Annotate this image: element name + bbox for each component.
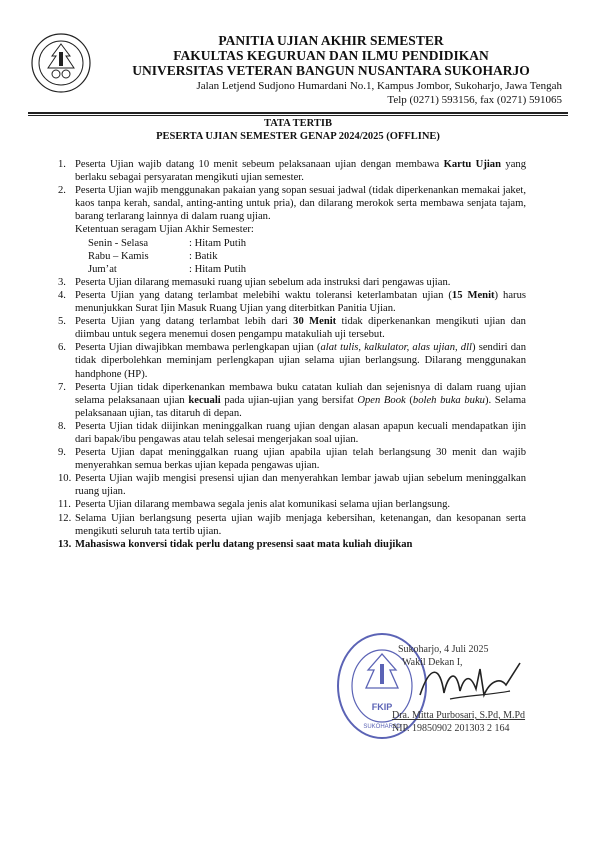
rule-text: Peserta Ujian tidak diijinkan meninggalkan ruang ujian dengan alasan apapun kecuali mendapatkan ijin dari bapak/ibu pengawas atau telah selesai mengerjakan soal ujian. bbox=[75, 420, 526, 445]
rule-number: 8. bbox=[58, 420, 66, 432]
rule-text: Peserta Ujian diwajibkan membawa perlengkapan ujian (alat tulis, kalkulator, alas ujian, dll) sendiri dan tidak diperbolehkan meminjam perlengkapan ujian selama ujian berlangsung. Dilarang menggunakan handphone (HP). bbox=[75, 342, 526, 380]
rule-item bbox=[58, 276, 526, 289]
uniform-day: Jum’at bbox=[88, 263, 117, 275]
svg-text:SUKOHARJO: SUKOHARJO bbox=[363, 724, 401, 730]
rules-list bbox=[58, 158, 526, 551]
faculty-name: FAKULTAS KEGURUAN DAN ILMU PENDIDIKAN bbox=[173, 48, 489, 63]
header-divider-thin bbox=[28, 115, 568, 116]
signer-role: Wakil Dekan I, bbox=[402, 657, 463, 668]
rule-text: Peserta Ujian wajib menggunakan pakaian yang sopan sesuai jadwal (tidak diperkenankan memakai jaket, kaos tanpa kerah, sandal, anting-anting untuk pria), dan dilarang merokok serta membawa senjata tajam, barang terlarang lainnya di dalam ruang ujian. bbox=[75, 185, 526, 223]
rule-item bbox=[58, 420, 526, 446]
uniform-day: Rabu – Kamis bbox=[88, 250, 149, 262]
rule-number: 5. bbox=[58, 316, 66, 328]
rule-item bbox=[58, 498, 526, 511]
header-divider bbox=[28, 112, 568, 114]
rule-item bbox=[58, 158, 526, 184]
rule-item bbox=[58, 184, 526, 223]
rule-number: 1. bbox=[58, 159, 66, 170]
rule-text: Peserta Ujian tidak diperkenankan membawa buku catatan kuliah dan sejenisnya di dalam ruang ujian selama pelaksanaan ujian kecuali pada ujian-ujian yang bersifat Open Book (boleh buka buku). Selama pelaksanaan ujian, tas ditaruh di depan. bbox=[75, 381, 526, 419]
rule-number: 4. bbox=[58, 289, 66, 301]
address: Jalan Letjend Sudjono Humardani No.1, Kampus Jombor, Sukoharjo, Jawa Tengah bbox=[196, 80, 562, 92]
rule-text: Peserta Ujian wajib mengisi presensi ujian dan menyerahkan lembar jawab ujian sebelum meninggalkan ruang ujian. bbox=[75, 473, 526, 498]
letterhead bbox=[96, 33, 566, 107]
rule-number: 9. bbox=[58, 447, 66, 459]
handwritten-signature bbox=[410, 655, 530, 715]
document-subtitle: PESERTA UJIAN SEMESTER GENAP 2024/2025 (OFFLINE) bbox=[156, 131, 440, 142]
place-date: Sukoharjo, 4 Juli 2025 bbox=[398, 644, 489, 655]
university-logo bbox=[30, 32, 92, 94]
rule-number: 11. bbox=[58, 499, 71, 511]
rule-item bbox=[58, 446, 526, 472]
rule-number: 6. bbox=[58, 342, 66, 354]
uniform-row bbox=[75, 237, 526, 250]
rule-text: Peserta Ujian dilarang membawa segala jenis alat komunikasi selama ujian berlangsung. bbox=[75, 499, 451, 511]
rule-number: 12. bbox=[58, 512, 72, 524]
rule-text: Peserta Ujian dapat meninggalkan ruang ujian apabila ujian telah berlangsung 30 menit dan wajib menyerahkan semua berkas ujian kepada pengawas ujian. bbox=[75, 447, 526, 472]
rule-item bbox=[58, 289, 526, 315]
rule-number: 3. bbox=[58, 276, 66, 288]
rule-text: Peserta Ujian dilarang memasuki ruang ujian sebelum ada instruksi dari pengawas ujian. bbox=[75, 276, 451, 288]
uniform-value: : Hitam Putih bbox=[189, 237, 247, 249]
document-title: TATA TERTIB bbox=[263, 118, 332, 129]
rule-item bbox=[58, 315, 526, 341]
uniform-heading: Ketentuan seragam Ujian Akhir Semester: bbox=[75, 224, 254, 236]
rule-number: 13. bbox=[58, 538, 72, 550]
committee-name: PANITIA UJIAN AKHIR SEMESTER bbox=[218, 33, 444, 48]
uniform-value: : Hitam Putih bbox=[189, 263, 247, 275]
svg-text:FKIP: FKIP bbox=[371, 702, 393, 712]
uniform-value: : Batik bbox=[189, 250, 218, 262]
rule-text: Peserta Ujian yang datang terlambat lebih dari 30 Menit tidak diperkenankan mengikuti ujian dan diimbau untuk segera menemui dosen pengampu matakuliah uji tersebut. bbox=[75, 316, 526, 341]
rule-text: Peserta Ujian yang datang terlambat melebihi waktu toleransi keterlambatan ujian (15 Menit) harus menunjukkan Surat Ijin Masuk Ruang Ujian yang diterbitkan Panitia Ujian. bbox=[75, 289, 527, 315]
university-name: UNIVERSITAS VETERAN BANGUN NUSANTARA SUKOHARJO bbox=[132, 63, 530, 78]
rule-number: 7. bbox=[58, 381, 66, 393]
uniform-row bbox=[75, 250, 526, 263]
uniform-rules bbox=[58, 223, 526, 275]
rule-text: Peserta Ujian wajib datang 10 menit sebeum pelaksanaan ujian dengan membawa Kartu Ujian yang berlaku sebagai persyaratan mengikuti ujian semester. bbox=[75, 159, 526, 184]
uniform-day: Senin - Selasa bbox=[88, 237, 149, 249]
uniform-row bbox=[75, 263, 526, 276]
rule-item bbox=[58, 472, 526, 498]
signer-nip: NIP. 19850902 201303 2 164 bbox=[392, 723, 510, 734]
rule-item bbox=[58, 341, 526, 380]
rule-number: 2. bbox=[58, 185, 66, 197]
phone: Telp (0271) 593156, fax (0271) 591065 bbox=[387, 94, 562, 106]
signer-name: Dra. Mitta Purbosari, S.Pd, M.Pd bbox=[392, 710, 526, 721]
rule-item bbox=[58, 512, 526, 538]
rule-item bbox=[58, 538, 526, 551]
rule-number: 10. bbox=[58, 473, 72, 485]
rule-item bbox=[58, 381, 526, 420]
rule-text: Mahasiswa konversi tidak perlu datang presensi saat mata kuliah diujikan bbox=[75, 538, 413, 550]
rule-text: Selama Ujian berlangsung peserta ujian wajib menjaga kebersihan, ketenangan, dan kesopanan serta mengikuti seluruh tata tertib ujian. bbox=[75, 512, 526, 537]
